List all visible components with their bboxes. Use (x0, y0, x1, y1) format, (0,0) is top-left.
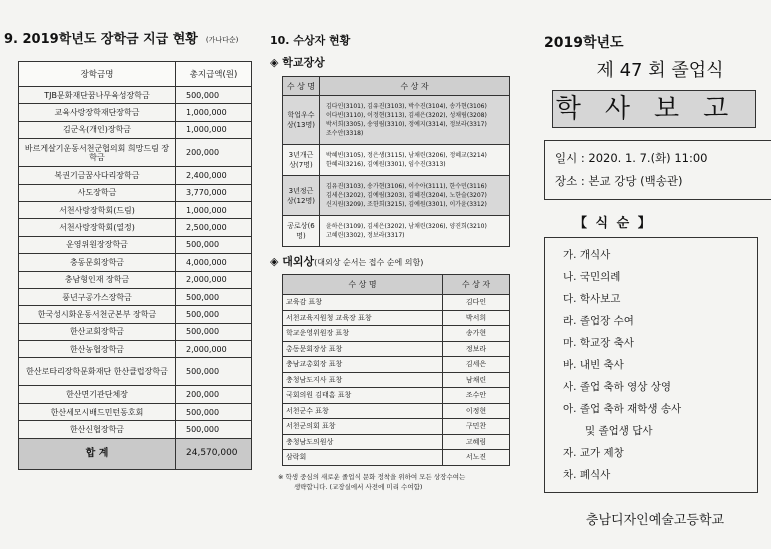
school-award-row (283, 96, 510, 145)
order-item: 사. 졸업 축하 영상 상영 (563, 381, 671, 393)
school-award-winner-line: 김다인(3101), 김유진(3103), 박수진(3104), 송가현(3106) (326, 103, 487, 110)
scholarship-row (19, 306, 252, 323)
order-item: 가. 개식사 (563, 249, 611, 261)
scholarship-amount: 4,000,000 (176, 254, 252, 271)
scholarship-row (19, 184, 252, 201)
outside-award-winner: 구민찬 (443, 419, 510, 435)
outside-award-name: 충청남도의원상 (283, 434, 443, 450)
scholarship-row (19, 421, 252, 438)
ceremony-name: 제 47 회 졸업식 (596, 60, 724, 81)
scholarship-row (19, 121, 252, 138)
scholarship-name: 서천사랑장학회(드림) (19, 201, 176, 218)
outside-award-name: 총동문회장상 표창 (283, 341, 443, 357)
school-award-title: ◈ 학교장상 (270, 56, 325, 69)
outside-award-title-text: ◈ 대외상 (270, 255, 315, 268)
scholarship-total-amount: 24,570,000 (176, 438, 252, 469)
scholarship-total-label: 합 계 (19, 438, 176, 469)
order-item: 다. 학사보고 (563, 293, 621, 305)
outside-award-winner: 김다인 (443, 295, 510, 311)
scholarship-name: 한산면기관단체장 (19, 386, 176, 403)
scholarship-amount: 1,000,000 (176, 121, 252, 138)
scholarship-name: 복권기금꿈사다리장학금 (19, 167, 176, 184)
school-award-header-name: 수 상 명 (283, 77, 320, 96)
scholarship-name: 충남형인재 장학금 (19, 271, 176, 288)
school-award-winner-line: 이다빈(3110), 이정현(3113), 김세은(3202), 성채림(3208) (326, 112, 487, 119)
scholarship-row (19, 167, 252, 184)
order-list (544, 237, 758, 493)
scholarship-name: 한국성시화운동서천군본부 장학금 (19, 306, 176, 323)
ceremony-location: 장소 : 본교 강당 (백송관) (555, 174, 683, 188)
outside-award-row (283, 450, 510, 466)
scholarship-row (19, 271, 252, 288)
scholarship-row (19, 201, 252, 218)
ceremony-panel (534, 32, 766, 528)
scholarship-name: 풍년구공가스장학금 (19, 288, 176, 305)
outside-award-name: 교육감 표창 (283, 295, 443, 311)
outside-award-name: 서천군수 표창 (283, 403, 443, 419)
outside-award-header-name: 수 상 명 (283, 275, 443, 295)
outside-award-winner: 서노진 (443, 450, 510, 466)
scholarship-row (19, 139, 252, 167)
outside-award-winner: 박서희 (443, 310, 510, 326)
outside-award-winner: 이정현 (443, 403, 510, 419)
school-award-winner-line: 박혜빈(3105), 정은생(3115), 남채린(3206), 정혜교(3214) (326, 152, 487, 159)
scholarship-amount: 500,000 (176, 288, 252, 305)
ceremony-datetime: 일시 : 2020. 1. 7.(화) 11:00 (555, 151, 708, 165)
scholarship-title (4, 28, 252, 47)
order-item: 자. 교가 제창 (563, 447, 624, 459)
scholarship-amount: 500,000 (176, 403, 252, 420)
award-footnote-line1: ※ 학생 중심의 새로운 졸업식 문화 정착을 위하여 모든 상장수여는 (278, 472, 466, 481)
school-award-winner-line: 신지원(3209), 조한희(3215), 김예원(3301), 이가윤(3312) (326, 201, 487, 208)
school-award-category: 3년정근상(12명) (283, 176, 320, 216)
school-award-winner-line: 한혜리(3216), 김예원(3301), 임수진(3313) (326, 161, 446, 168)
school-award-winners (320, 145, 510, 176)
scholarship-amount: 500,000 (176, 358, 252, 386)
order-item: 및 졸업생 답사 (585, 425, 653, 437)
ceremony-info-box (544, 140, 771, 200)
scholarship-name: 한산신협장학금 (19, 421, 176, 438)
scholarship-amount: 500,000 (176, 421, 252, 438)
order-item: 바. 내빈 축사 (563, 359, 624, 371)
scholarship-amount: 2,000,000 (176, 271, 252, 288)
scholarship-row (19, 236, 252, 253)
scholarship-name: 충동문회장학금 (19, 254, 176, 271)
outside-award-name: 학교운영위원장 표창 (283, 326, 443, 342)
school-award-category: 학업우수상(13명) (283, 96, 320, 145)
school-award-winner-line: 박서희(3305), 송영림(3310), 정예지(3314), 정보라(3317) (326, 121, 487, 128)
school-award-row (283, 176, 510, 216)
outside-award-name: 국회의원 김태흠 표창 (283, 388, 443, 404)
scholarship-amount: 1,000,000 (176, 201, 252, 218)
outside-award-name: 서천교육지원청 교육장 표창 (283, 310, 443, 326)
awards-title: 10. 수상자 현황 (270, 34, 351, 47)
outside-award-row (283, 357, 510, 373)
scholarship-header-row (19, 62, 252, 87)
school-award-winner-line: 조수안(3318) (326, 130, 364, 137)
school-award-row (283, 216, 510, 247)
scholarship-row (19, 403, 252, 420)
order-item: 라. 졸업장 수여 (563, 315, 634, 327)
scholarship-name: TJB문화재단꿈나무육성장학금 (19, 87, 176, 104)
order-item: 차. 폐식사 (563, 469, 611, 481)
scholarship-table (18, 61, 252, 470)
scholarship-panel (4, 28, 252, 460)
scholarship-row (19, 219, 252, 236)
school-award-winners (320, 96, 510, 145)
scholarship-amount: 500,000 (176, 87, 252, 104)
scholarship-row (19, 288, 252, 305)
outside-award-name: 충남교총회장 표창 (283, 357, 443, 373)
award-footnote (278, 472, 518, 492)
scholarship-sort-note: (가나다순) (205, 35, 239, 44)
outside-award-winner: 조수안 (443, 388, 510, 404)
outside-award-header-row (283, 275, 510, 295)
outside-award-winner: 정보라 (443, 341, 510, 357)
outside-award-row (283, 419, 510, 435)
outside-award-row (283, 388, 510, 404)
outside-award-row (283, 434, 510, 450)
scholarship-row (19, 87, 252, 104)
school-award-table (282, 76, 510, 247)
outside-award-table (282, 274, 510, 466)
outside-award-winner: 송가현 (443, 326, 510, 342)
school-award-winners (320, 176, 510, 216)
scholarship-name: 운영위원장장학금 (19, 236, 176, 253)
scholarship-row (19, 254, 252, 271)
school-award-winners (320, 216, 510, 247)
scholarship-row (19, 323, 252, 340)
school-award-header-row (283, 77, 510, 96)
outside-award-winner: 고혜림 (443, 434, 510, 450)
outside-award-row (283, 326, 510, 342)
scholarship-name: 교육사랑장학재단장학금 (19, 104, 176, 121)
school-award-row (283, 145, 510, 176)
scholarship-amount: 1,000,000 (176, 104, 252, 121)
outside-award-name: 서천군의회 표창 (283, 419, 443, 435)
scholarship-name: 서천사랑장학회(열정) (19, 219, 176, 236)
order-title: 【 식 순 】 (574, 216, 653, 231)
scholarship-title-text: 9. 2019학년도 장학금 지급 현황 (4, 32, 198, 47)
scholarship-total-row (19, 438, 252, 469)
awards-panel (270, 32, 510, 492)
school-award-winner-line: 윤하은(3109), 김세은(3202), 남채린(3206), 양진희(3210) (326, 223, 487, 230)
scholarship-name: 한산농협장학금 (19, 341, 176, 358)
school-award-category: 3년개근상(7명) (283, 145, 320, 176)
school-award-header-winners: 수 상 자 (320, 77, 510, 96)
order-item: 아. 졸업 축하 재학생 송사 (563, 403, 682, 415)
scholarship-amount: 500,000 (176, 323, 252, 340)
scholarship-name: 사도장학금 (19, 184, 176, 201)
scholarship-amount: 500,000 (176, 306, 252, 323)
scholarship-row (19, 358, 252, 386)
report-title-box: 학사보고 (552, 90, 756, 128)
school-award-winner-line: 김유진(3103), 송가현(3106), 이수아(3111), 한수민(3116) (326, 183, 487, 190)
scholarship-amount: 2,400,000 (176, 167, 252, 184)
outside-award-name: 삼락회 (283, 450, 443, 466)
scholarship-amount: 2,000,000 (176, 341, 252, 358)
scholarship-amount: 200,000 (176, 386, 252, 403)
award-footnote-line2: 생략합니다. (교장실에서 사전에 미리 수여함) (294, 482, 423, 491)
school-name: 충남디자인예술고등학교 (585, 513, 725, 528)
scholarship-amount: 3,770,000 (176, 184, 252, 201)
scholarship-amount: 500,000 (176, 236, 252, 253)
scholarship-name: 한산교회장학금 (19, 323, 176, 340)
scholarship-amount: 2,500,000 (176, 219, 252, 236)
scholarship-name: 바르게살기운동서천군협의회 희망드림 장학금 (19, 139, 176, 167)
ceremony-year: 2019학년도 (544, 35, 624, 51)
school-award-category: 공로상(6명) (283, 216, 320, 247)
scholarship-amount: 200,000 (176, 139, 252, 167)
school-award-winner-line: 김세은(3202), 김예림(3203), 김혜진(3204), 노한슬(3207) (326, 192, 487, 199)
scholarship-row (19, 341, 252, 358)
scholarship-header-name: 장학금명 (19, 62, 176, 87)
outside-award-winner: 남채린 (443, 372, 510, 388)
scholarship-name: 한산세모시배드민턴동호회 (19, 403, 176, 420)
scholarship-row (19, 104, 252, 121)
scholarship-name: 김군옥(개인)장학금 (19, 121, 176, 138)
outside-award-title (270, 253, 510, 269)
outside-award-winner: 김세은 (443, 357, 510, 373)
scholarship-name: 한산로타리장학문화재단 한산클럽장학금 (19, 358, 176, 386)
outside-award-name: 충청남도지사 표창 (283, 372, 443, 388)
outside-award-row (283, 310, 510, 326)
scholarship-row (19, 386, 252, 403)
scholarship-header-amount: 총지급액(원) (176, 62, 252, 87)
outside-award-row (283, 341, 510, 357)
school-award-winner-line: 고혜린(3302), 정보라(3317) (326, 232, 405, 239)
outside-award-row (283, 372, 510, 388)
outside-award-note: (대외상 순서는 접수 순에 의함) (314, 258, 424, 267)
outside-award-row (283, 295, 510, 311)
outside-award-row (283, 403, 510, 419)
order-item: 마. 학교장 축사 (563, 337, 634, 349)
order-item: 나. 국민의례 (563, 271, 621, 283)
outside-award-header-winner: 수 상 자 (443, 275, 510, 295)
